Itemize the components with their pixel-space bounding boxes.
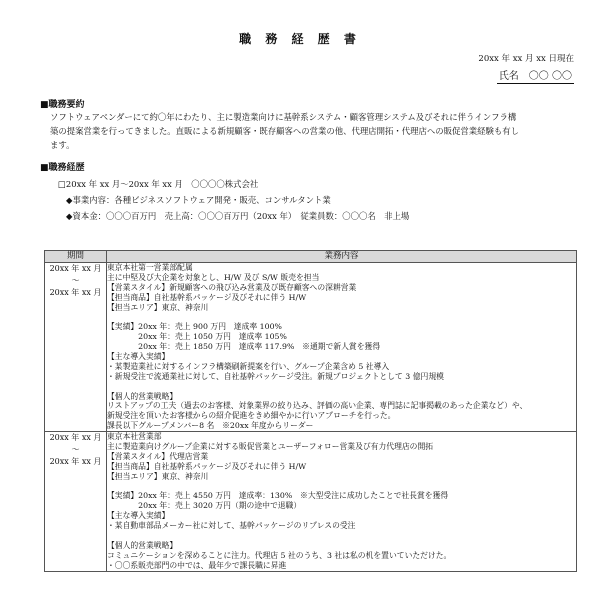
content-line: 課長以下グループメンバー8 名 ※20xx 年度からリーダー xyxy=(107,421,314,431)
content-line xyxy=(107,482,576,492)
content-line xyxy=(107,312,576,322)
content-line: 【営業スタイル】新規顧客への飛び込み営業及び既存顧客への深耕営業 xyxy=(107,282,357,292)
history-heading: ■職務経歴 xyxy=(40,163,85,173)
content-line: 20xx 年：売上 3020 万円（期の途中で退職） xyxy=(107,501,302,511)
content-line: 【担当商品】自社基幹系パッケージ及びそれに伴う H/W xyxy=(107,292,307,302)
content-line: 主に製造業向けグループ企業に対する販促営業とユーザーフォロー営業及び有力代理店の開拓 xyxy=(107,442,434,452)
content-cell xyxy=(107,263,577,432)
content-line: 20xx 年：売上 1050 万円 達成率 105% xyxy=(107,332,287,342)
content-line: 【担当エリア】東京、神奈川 xyxy=(107,471,209,481)
period-text: 20xx 年 xx 月 xyxy=(49,457,102,467)
content-line: 【個人的営業戦略】 xyxy=(107,391,178,401)
summary-line: ます。 xyxy=(50,140,75,150)
period-text: ～ xyxy=(71,276,80,285)
content-line: 【営業スタイル】代理店営業 xyxy=(107,451,209,461)
content-line: 【個人的営業戦略】 xyxy=(107,540,178,550)
content-line xyxy=(107,531,576,541)
content-line: 【主な導入実績】 xyxy=(107,511,170,521)
content-line: 東京本社第一営業部配属 xyxy=(107,263,193,272)
content-line: 【担当エリア】東京、神奈川 xyxy=(107,302,209,312)
company-business: ◆事業内容：各種ビジネスソフトウェア開発・販売、コンサルタント業 xyxy=(66,195,331,205)
content-line: ・〇〇系販売部門の中では、最年少で課長職に昇進 xyxy=(107,560,287,570)
career-table xyxy=(44,250,577,572)
period-text: 20xx 年 xx 月 xyxy=(49,264,102,273)
content-line: ・某自動車部品メーカー社に対して、基幹パッケージのリプレスの受注 xyxy=(107,521,356,531)
content-line: 【実績】20xx 年：売上 900 万円 達成率 100% xyxy=(107,322,282,332)
content-line: 主に中堅及び大企業を対象とし、H/W 及び S/W 販売を担当 xyxy=(107,272,320,282)
table-row xyxy=(45,432,577,571)
summary-text xyxy=(50,110,570,152)
content-line: ・新規受注で流通業社に対して、自社基幹パッケージ受注。新規プロジェクトとして 3 億円規模 xyxy=(107,371,444,381)
content-line: 【実績】20xx 年：売上 4550 万円 達成率：130% ※大型受注に成功したことで社長賞を獲得 xyxy=(107,491,449,501)
content-line: 20xx 年：売上 1850 万円 達成率 117.9% ※通期で新人賞を獲得 xyxy=(107,342,381,352)
content-line: 【担当商品】自社基幹系パッケージ及びそれに伴う H/W xyxy=(107,461,307,471)
company-capital: ◆資本金：〇〇〇百万円 売上高：〇〇〇百万円（20xx 年） 従業員数：〇〇〇名 非上場 xyxy=(66,211,410,221)
period-cell xyxy=(45,432,107,571)
document-title: 職 務 経 歴 書 xyxy=(239,32,361,46)
summary-line: ソフトウェアベンダーにて約〇年にわたり、主に製造業向けに基幹系システム・顧客管理システム及びそれに伴うインフラ構 xyxy=(50,112,517,122)
summary-line: 築の提案営業を行ってきました。直販による新規顧客・既存顧客への営業の他、代理店開拓・代理店への販促営業経験も有し xyxy=(50,126,519,136)
content-line: 【主な導入実績】 xyxy=(107,352,170,362)
document-date: 20xx 年 xx 月 xx 日現在 xyxy=(478,54,574,64)
content-cell xyxy=(107,432,577,571)
content-line: 東京本社営業部 xyxy=(107,432,162,442)
company-period: □20xx 年 xx 月～20xx 年 xx 月 〇〇〇〇株式会社 xyxy=(58,179,259,189)
table-row xyxy=(45,263,577,432)
period-cell xyxy=(45,263,107,432)
summary-heading: ■職務要約 xyxy=(40,100,85,110)
period-text: 20xx 年 xx 月 xyxy=(49,288,102,297)
period-text: ～ xyxy=(71,445,80,455)
career-table-body xyxy=(45,263,577,572)
content-column-header: 業務内容 xyxy=(107,251,577,263)
content-line xyxy=(107,382,576,392)
applicant-name: 氏名 〇〇 〇〇 xyxy=(497,67,574,84)
period-text: 20xx 年 xx 月 xyxy=(49,433,102,443)
career-table-header xyxy=(45,251,577,263)
period-column-header: 期間 xyxy=(45,251,107,263)
content-line: 新規受注を頂いたお客様からの紹介促進をきめ細やかに行いアプローチを行った。 xyxy=(107,411,396,421)
content-line: リストアップの工夫（過去のお客様、対象業界の絞り込み、評価の高い企業、専門誌に記事掲載のあった企業など）や、 xyxy=(107,401,528,411)
content-line: ・某製造業社に対するインフラ構築刷新提案を行い、グループ企業含め 5 社導入 xyxy=(107,361,390,371)
content-line: コミュニケーションを深めることに注力。代理店 5 社のうち、3 社は私の机を置いていただけた。 xyxy=(107,550,452,560)
